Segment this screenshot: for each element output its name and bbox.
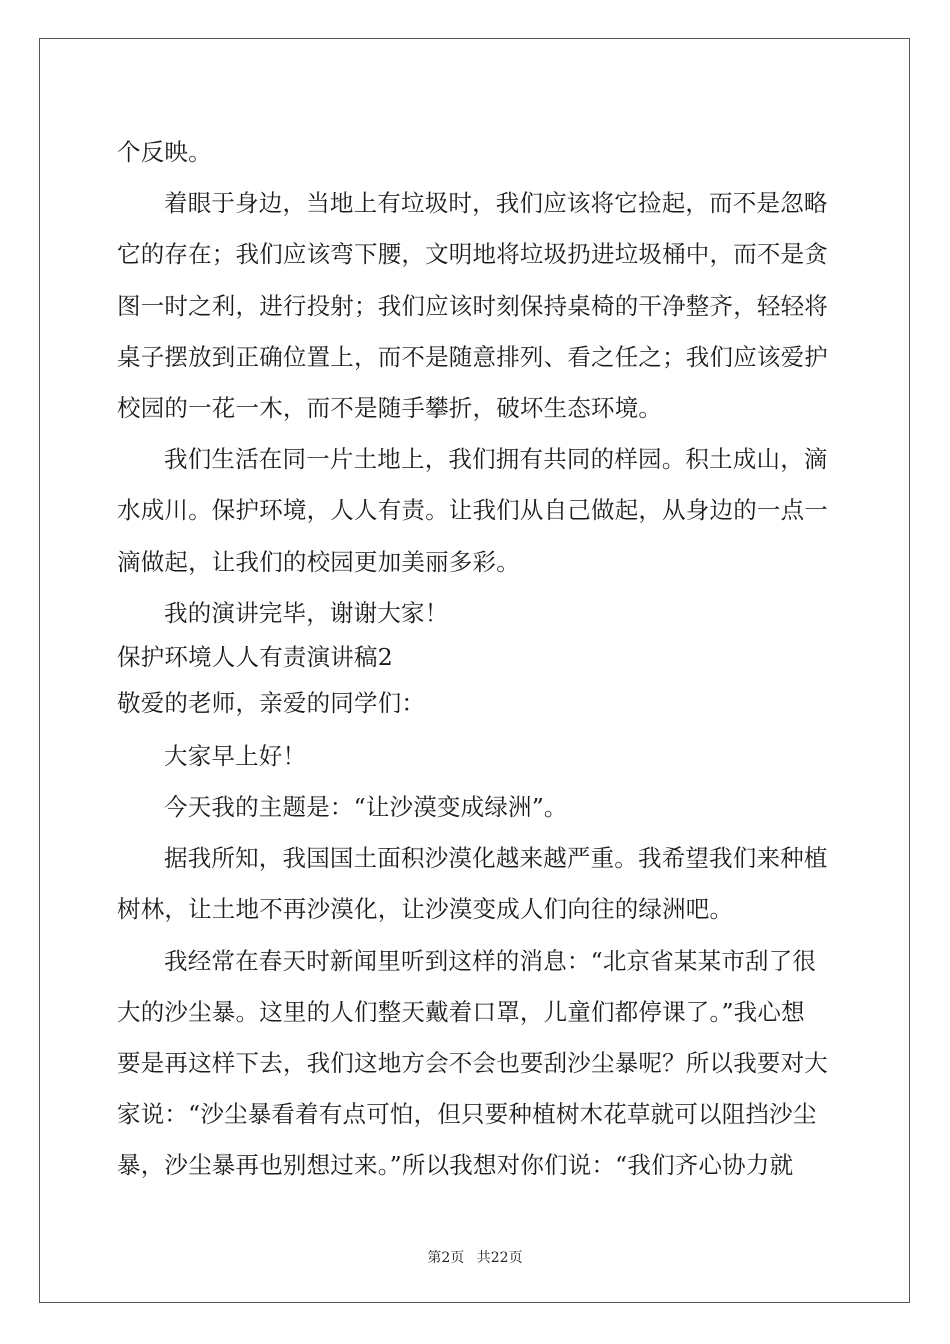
- section-heading: 保护环境人人有责演讲稿2: [117, 642, 393, 671]
- text-line: 大的沙尘暴。这里的人们整天戴着口罩，儿童们都停课了。”我心想: [117, 997, 805, 1026]
- page-footer: [0, 1247, 950, 1267]
- text-line: 个反映。: [117, 138, 212, 166]
- text-line: 图一时之利，进行投射；我们应该时刻保持桌椅的干净整齐，轻轻将: [117, 291, 828, 320]
- text-line: 校园的一花一木，而不是随手攀折，破坏生态环境。: [117, 393, 663, 422]
- page-total: 共22页: [476, 1250, 523, 1266]
- text-line: 它的存在；我们应该弯下腰，文明地将垃圾扔进垃圾桶中，而不是贪: [117, 240, 828, 269]
- salutation: 敬爱的老师，亲爱的同学们：: [117, 688, 426, 717]
- text-line: 我们生活在同一片土地上，我们拥有共同的样园。积土成山，滴: [164, 445, 828, 474]
- text-line: 今天我的主题是：“让沙漠变成绿洲”。: [164, 793, 568, 822]
- text-line: 暴，沙尘暴再也别想过来。”所以我想对你们说：“我们齐心协力就: [117, 1151, 794, 1180]
- text-line: 家说：“沙尘暴看着有点可怕，但只要种植树木花草就可以阻挡沙尘: [117, 1100, 817, 1129]
- document-body: [117, 127, 833, 1192]
- text-line: 大家早上好！: [164, 741, 307, 770]
- page-number: 第2页: [427, 1250, 465, 1266]
- text-line: 水成川。保护环境，人人有责。让我们从自己做起，从身边的一点一: [117, 496, 828, 525]
- text-line: 桌子摆放到正确位置上，而不是随意排列、看之任之；我们应该爱护: [117, 342, 828, 371]
- text-line: 我的演讲完毕，谢谢大家！: [164, 598, 449, 627]
- text-line: 我经常在春天时新闻里听到这样的消息：“北京省某某市刮了很: [164, 946, 817, 975]
- text-line: 着眼于身边，当地上有垃圾时，我们应该将它捡起，而不是忽略: [164, 189, 828, 218]
- text-line: 树林，让土地不再沙漠化，让沙漠变成人们向往的绿洲吧。: [117, 895, 734, 924]
- text-line: 据我所知，我国国土面积沙漠化越来越严重。我希望我们来种植: [164, 844, 828, 873]
- text-line: 要是再这样下去，我们这地方会不会也要刮沙尘暴呢？所以我要对大: [117, 1049, 828, 1077]
- text-line: 滴做起，让我们的校园更加美丽多彩。: [117, 547, 520, 576]
